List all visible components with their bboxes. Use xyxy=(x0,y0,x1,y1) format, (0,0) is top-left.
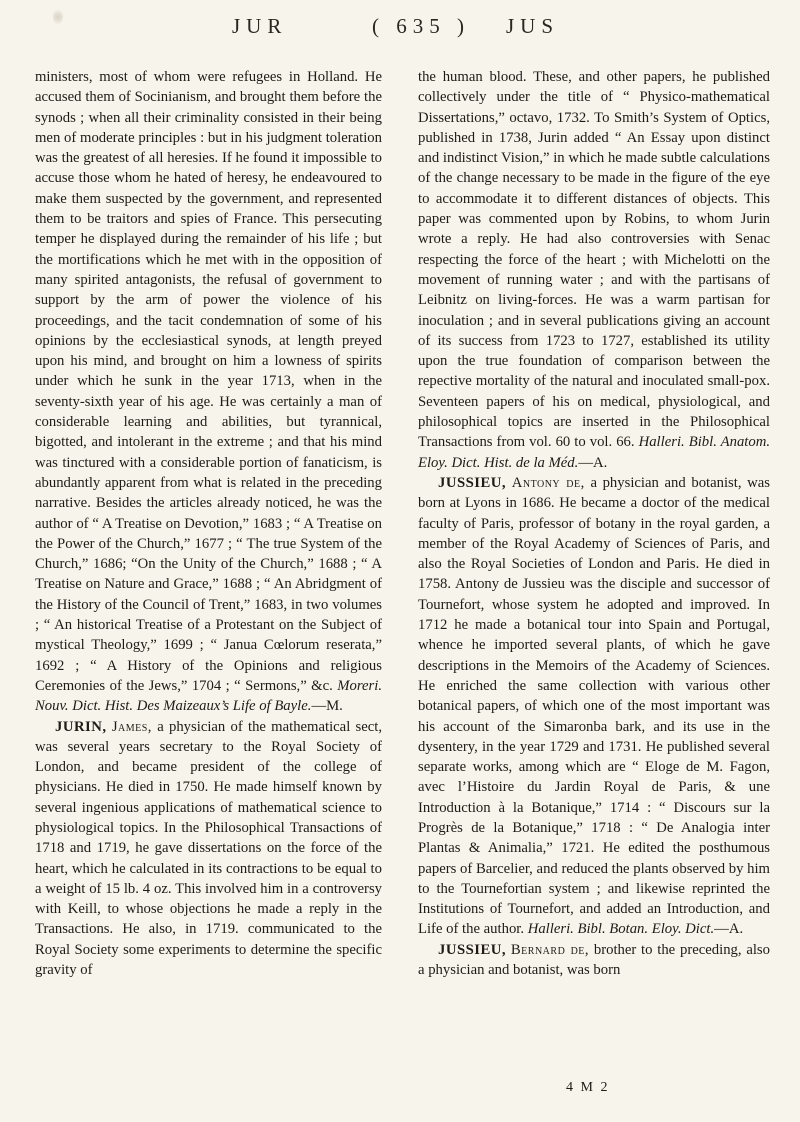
entry-text: brother to the preceding, also a physician and botanist, was born xyxy=(418,941,770,979)
entry-jurin xyxy=(35,717,382,981)
author-signature: —A. xyxy=(578,454,608,471)
author-signature: —A. xyxy=(714,921,744,938)
reference-citation: Moreri. Nouv. Dict. Hist. Des Maizeaux’s Life of Bayle. xyxy=(35,677,382,715)
entry-jussieu-bernard xyxy=(418,940,770,981)
running-header xyxy=(0,14,800,54)
entry-headword: JUSSIEU, xyxy=(438,941,507,958)
entry-text: a physician and botanist, was born at Lyons in 1686. He became a doctor of the medical faculty of Paris, professor of botany in the royal garden, a member of the Royal Academy of Sciences of Paris, and also the Royal Societies of London and Paris. He died in 1758. Antony de Jussieu was the disciple and successor of Tournefort, whose system he adopted and improved. In 1712 he made a botanical tour into Spain and Portugal, whence he imported several plants, of which he gave descriptions in the Memoirs of the Academy of Sciences. He enriched the same collection with various other botanical papers, of which one of the most important was his account of the Simaronba bark, and its use in the dysentery, in the year 1729 and 1731. He published several separate works, among which are “ Eloge de M. Fagon, avec l’Histoire du Jardin Royal de Paris, & une Introduction à la Botanique,” 1714 : “ Discours sur la Progrès de la Botanique,” 1718 : “ De Analogia inter Plantas & Animalia,” 1721. He edited the posthumous papers of Barcelier, and reduced the plants observed by him to the Tournefortian system ; and likewise reprinted the Institutions of Tournefort, and added an Introduction, and Life of the author. xyxy=(418,474,771,938)
entry-jussieu-antony xyxy=(418,473,770,940)
author-signature: —M. xyxy=(311,698,343,715)
header-right-keyword: JUS xyxy=(506,14,560,38)
printer-signature-mark: 4 M 2 xyxy=(566,1080,610,1095)
entry-forename: Antony de, xyxy=(511,474,585,491)
entry-forename: Bernard de, xyxy=(510,941,590,958)
left-column xyxy=(35,67,382,980)
paragraph-text: the human blood. These, and other papers, he published collectively under the title of “ Physico-mathematical Dissertations,” octavo, 1732. To Smith’s System of Optics, published in 1738, Jurin added “ An Essay upon distinct and indistinct Vision,” in which he made subtle calculations of the change necessary to be made in the figure of the eye to accommodate it to different distances of objects. This paper was commented upon by Robins, to whom Jurin wrote a reply. He had also controversies with Senac respecting the force of the heart ; with Michelotti on the movement of running water ; and with the partisans of Leibnitz on living-forces. He was a warm partisan for inoculation ; and in several publications giving an account of its success from 1723 to 1727, established its utility upon the true foundation of comparison between the repective mortality of the natural and inoculated small-pox. Seventeen papers of his on medical, physiological, and philosophical topics are inserted in the Philosophical Transactions from vol. 60 to vol. 66. xyxy=(418,69,770,451)
paragraph-jurin-continued xyxy=(418,67,770,473)
reference-citation: Halleri. Bibl. Anatom. Eloy. Dict. Hist. de la Méd. xyxy=(418,434,770,471)
entry-forename: James, xyxy=(111,718,152,735)
right-column xyxy=(418,67,770,980)
entry-text: a physician of the mathematical sect, was several years secretary to the Royal Society of London, and became president of the college of physicians. He died in 1750. He made himself known by several ingenious applications of mathematical science to physiological topics. In the Philosophical Transactions of 1718 and 1719, he gave dissertations on the force of the heart, which he calculated in its contractions to be equal to a weight of 15 lb. 4 oz. This involved him in a controversy with Keill, to whose objections he made a reply in the Transactions. He also, in 1719. communicated to the Royal Society some experiments to determine the specific gravity of xyxy=(35,718,383,979)
entry-headword: JUSSIEU, xyxy=(438,474,507,491)
header-left-keyword: JUR xyxy=(232,14,288,38)
paragraph-text: ministers, most of whom were refugees in Holland. He accused them of Socinianism, and brought them before the synods ; when all their criminality consisted in their being men of moderate principles : but in his judgment toleration was the greatest of all heresies. If he found it impossible to accuse those whom he hated of heresy, he endeavoured to make them suspected by the government, and represented them to be traitors and spies of France. This persecuting temper he displayed during the remainder of his life ; but the mortifications which he met with in the opposition of many spirited antagonists, the refusal of government to support by the arm of power the violence of his proceedings, and the tacit condemnation of some of his opinions by the ecclesiastical synods, at length preyed upon his mind, and brought on him a lowness of spirits under which he sunk in the year 1713, when in the seventy-sixth year of his age. He was certainly a man of considerable learning and abilities, but tyrannical, bigotted, and intolerant in the extreme ; and that his mind was tinctured with a considerable portion of fanaticism, is abundantly apparent from what is related in the preceding narrative. Besides the articles already noticed, he was the author of “ A Treatise on Devotion,” 1683 ; “ A Treatise on the Power of the Church,” 1677 ; “ The true System of the Church,” 1686; “On the Unity of the Church,” 1688 ; “ A Treatise on Nature and Grace,” 1688 ; “ An Abridgment of the History of the Council of Trent,” 1683, in two volumes ; “ An historical Treatise of a Protestant on the Subject of mystical Theology,” 1699 ; “ Janua Cœlorum reserata,” 1692 ; “ A History of the Opinions and religious Ceremonies of the Jews,” 1704 ; “ Sermons,” &c. xyxy=(35,69,382,694)
paragraph-jurieu-continued xyxy=(35,67,382,717)
entry-headword: JURIN, xyxy=(55,718,107,735)
page-number: ( 635 ) xyxy=(372,14,470,38)
reference-citation: Halleri. Bibl. Botan. Eloy. Dict. xyxy=(527,921,715,938)
